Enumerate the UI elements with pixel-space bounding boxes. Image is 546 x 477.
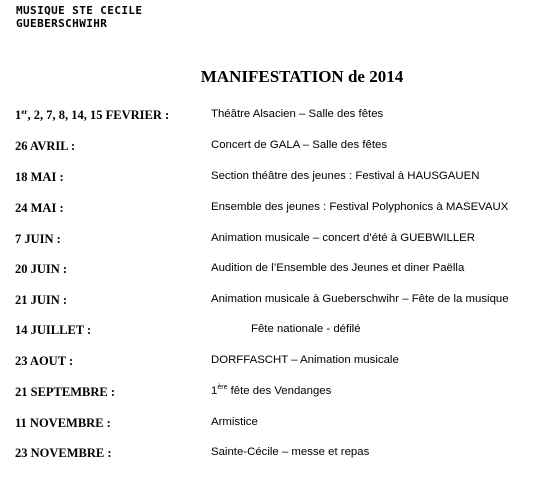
organization-name: MUSIQUE STE CECILE — [16, 4, 143, 17]
event-description: Théâtre Alsacien – Salle des fêtes — [211, 108, 384, 120]
event-row — [0, 170, 546, 188]
event-date: 14 JUILLET : — [15, 323, 92, 337]
event-description: Animation musicale à Gueberschwihr – Fête de la musique — [211, 293, 509, 305]
event-description: Armistice — [211, 416, 258, 428]
event-date: 23 AOUT : — [15, 354, 74, 368]
event-description: 1ère fête des Vendanges — [211, 384, 332, 397]
event-date: 23 NOVEMBRE : — [15, 446, 112, 460]
event-description: Animation musicale – concert d’été à GUEBWILLER — [211, 232, 475, 244]
event-row — [0, 139, 546, 157]
event-description: Audition de l’Ensemble des Jeunes et diner Paëlla — [211, 262, 465, 274]
event-date: 26 AVRIL : — [15, 139, 76, 153]
event-date: 24 MAI : — [15, 201, 64, 215]
event-date: 18 MAI : — [15, 170, 64, 184]
event-description: Section théâtre des jeunes : Festival à HAUSGAUEN — [211, 170, 480, 182]
event-row — [0, 262, 546, 280]
event-row — [0, 323, 546, 341]
event-description: Fête nationale - défilé — [251, 323, 361, 335]
event-row — [0, 232, 546, 250]
event-date: 20 JUIN : — [15, 262, 68, 276]
event-row — [0, 293, 546, 311]
event-date: 21 SEPTEMBRE : — [15, 385, 116, 399]
event-row — [0, 354, 546, 372]
event-row — [0, 446, 546, 464]
event-date: 7 JUIN : — [15, 232, 61, 246]
event-description: Sainte-Cécile – messe et repas — [211, 446, 370, 458]
page-title: MANIFESTATION de 2014 — [200, 67, 404, 86]
event-description: DORFFASCHT – Animation musicale — [211, 354, 399, 366]
event-date: 21 JUIN : — [15, 293, 68, 307]
event-date: 1er, 2, 7, 8, 14, 15 FEVRIER : — [15, 108, 170, 122]
event-date: 11 NOVEMBRE : — [15, 416, 111, 430]
event-description: Concert de GALA – Salle des fêtes — [211, 139, 388, 151]
organization-town: GUEBERSCHWIHR — [16, 17, 108, 30]
event-row — [0, 201, 546, 219]
event-row — [0, 385, 546, 403]
event-row — [0, 108, 546, 126]
event-description: Ensemble des jeunes : Festival Polyphonics à MASEVAUX — [211, 201, 509, 213]
event-row — [0, 416, 546, 434]
organization-header — [16, 4, 142, 30]
